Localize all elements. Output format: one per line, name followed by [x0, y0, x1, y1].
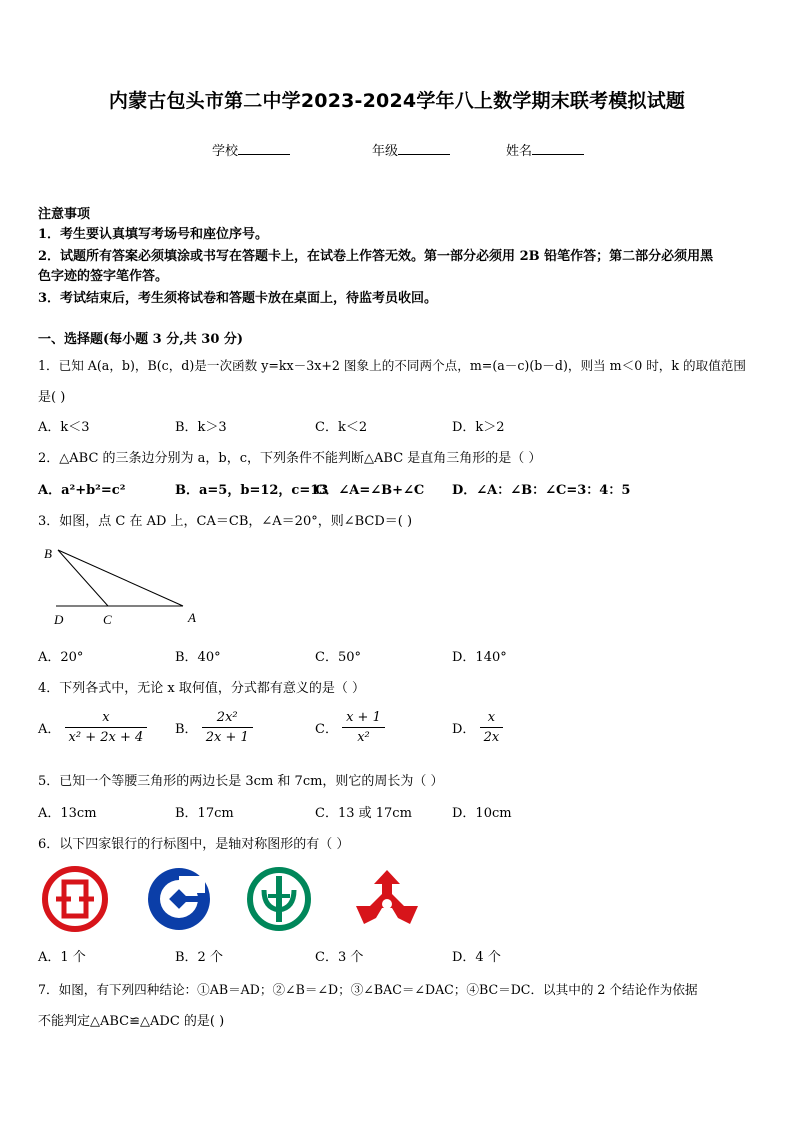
- q6-option-c[interactable]: C．3 个: [315, 950, 364, 965]
- q2-option-c[interactable]: C．∠A=∠B+∠C: [315, 483, 425, 498]
- q4-option-d-label: D．: [452, 722, 476, 737]
- q4-option-d[interactable]: [452, 710, 503, 745]
- fraction: [342, 710, 385, 745]
- triangle-figure: [38, 542, 208, 632]
- question-5-stem: 5．已知一个等腰三角形的两边长是 3cm 和 7cm，则它的周长为（ ）: [38, 774, 444, 789]
- page-title: 内蒙古包头市第二中学2023-2024学年八上数学期末联考模拟试题: [108, 90, 686, 112]
- section-heading: 一、选择题(每小题 3 分,共 30 分): [38, 332, 244, 347]
- grade-blank[interactable]: [398, 142, 450, 155]
- q4-option-b-label: B．: [175, 722, 198, 737]
- school-field[interactable]: [212, 140, 290, 159]
- q6-option-d[interactable]: D．4 个: [452, 950, 501, 965]
- q5-option-b[interactable]: B．17cm: [175, 806, 234, 821]
- notice-item: 色字迹的签字笔作答。: [38, 269, 169, 284]
- numerator: 2x²: [202, 710, 253, 728]
- bocom-logo-icon: [352, 866, 422, 932]
- q4-option-c-label: C．: [315, 722, 338, 737]
- grade-field[interactable]: [372, 140, 450, 159]
- q4-option-a[interactable]: [38, 710, 147, 745]
- q6-option-a[interactable]: A．1 个: [38, 950, 86, 965]
- denominator: x² + 2x + 4: [68, 730, 144, 745]
- q5-option-d[interactable]: D．10cm: [452, 806, 512, 821]
- q2-option-b[interactable]: B．a=5，b=12，c=13: [175, 483, 329, 498]
- q4-option-a-label: A．: [38, 722, 61, 737]
- notice-item: 2．试题所有答案必须填涂或书写在答题卡上，在试卷上作答无效。第一部分必须用 2B 铅笔作答；第二部分必须用黑: [38, 249, 714, 264]
- q2-option-d[interactable]: D．∠A：∠B：∠C=3：4：5: [452, 483, 631, 498]
- name-blank[interactable]: [532, 142, 584, 155]
- q3-option-d[interactable]: D．140°: [452, 650, 507, 665]
- q6-option-b[interactable]: B．2 个: [175, 950, 223, 965]
- question-4-stem: 4．下列各式中，无论 x 取何值，分式都有意义的是（ ）: [38, 681, 365, 696]
- label-b: B: [44, 546, 52, 561]
- label-d: D: [54, 612, 64, 627]
- question-1-stem: 1．已知 A(a，b)，B(c，d)是一次函数 y=kx－3x+2 图象上的不同两个点，m=(a－c)(b－d)，则当 m＜0 时，k 的取值范围: [38, 358, 746, 373]
- q5-option-a[interactable]: A．13cm: [38, 806, 97, 821]
- q2-option-a[interactable]: A．a²+b²=c²: [38, 483, 126, 498]
- label-c: C: [103, 612, 112, 627]
- icbc-logo-icon: [42, 866, 108, 932]
- numerator: x: [65, 710, 148, 728]
- q1-option-d[interactable]: D．k＞2: [452, 420, 505, 435]
- notice-item: 3．考试结束后，考生须将试卷和答题卡放在桌面上，待监考员收回。: [38, 291, 438, 306]
- question-1-stem-cont: 是( ): [38, 390, 66, 405]
- fraction: [202, 710, 253, 745]
- fraction: [480, 710, 504, 745]
- name-label: 姓名: [506, 144, 533, 159]
- q3-option-a[interactable]: A．20°: [38, 650, 84, 665]
- q1-option-b[interactable]: B．k＞3: [175, 420, 227, 435]
- q5-option-c[interactable]: C．13 或 17cm: [315, 806, 412, 821]
- question-6-stem: 6．以下四家银行的行标图中，是轴对称图形的有（ ）: [38, 837, 350, 852]
- school-label: 学校: [212, 144, 239, 159]
- fraction: [65, 710, 148, 745]
- grade-label: 年级: [372, 144, 399, 159]
- ccb-logo-icon: [146, 866, 212, 932]
- school-blank[interactable]: [238, 142, 290, 155]
- numerator: x: [480, 710, 504, 728]
- notice-item: 1．考生要认真填写考场号和座位序号。: [38, 227, 269, 242]
- question-7-stem: 7．如图，有下列四种结论：①AB＝AD；②∠B＝∠D；③∠BAC＝∠DAC；④BC＝DC．以其中的 2 个结论作为依据: [38, 982, 698, 997]
- numerator: x + 1: [342, 710, 385, 728]
- segment-bc: [58, 550, 108, 606]
- segment-ba: [58, 550, 183, 606]
- q4-option-b[interactable]: [175, 710, 253, 745]
- question-2-stem: 2．△ABC 的三条边分别为 a，b，c，下列条件不能判断△ABC 是直角三角形的是（ ）: [38, 451, 542, 466]
- question-3-stem: 3．如图，点 C 在 AD 上，CA＝CB，∠A＝20°，则∠BCD＝( ): [38, 514, 413, 529]
- name-field[interactable]: [506, 140, 584, 159]
- q3-option-b[interactable]: B．40°: [175, 650, 221, 665]
- q4-option-c[interactable]: [315, 710, 385, 745]
- q1-option-c[interactable]: C．k＜2: [315, 420, 368, 435]
- question-7-stem-cont: 不能判定△ABC≌△ADC 的是( ): [38, 1014, 225, 1029]
- denominator: 2x + 1: [205, 730, 249, 745]
- denominator: 2x: [483, 730, 500, 745]
- denominator: x²: [357, 730, 370, 745]
- q3-option-c[interactable]: C．50°: [315, 650, 361, 665]
- label-a: A: [188, 610, 196, 625]
- abc-logo-icon: [246, 866, 312, 932]
- notice-heading: 注意事项: [38, 207, 91, 222]
- q1-option-a[interactable]: A．k＜3: [38, 420, 90, 435]
